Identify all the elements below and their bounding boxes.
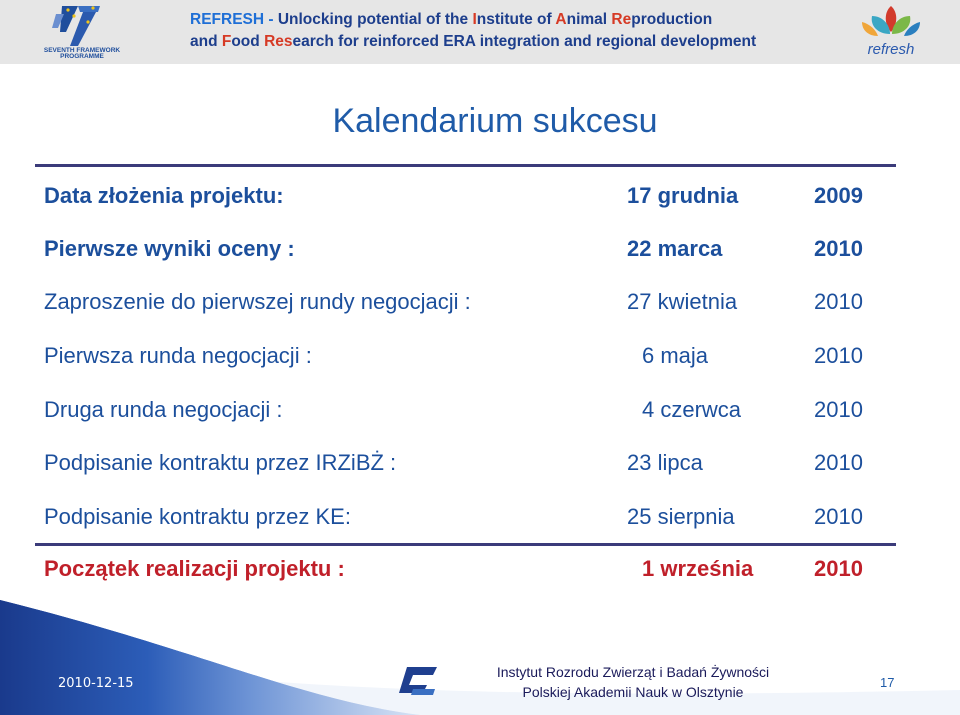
row-year: 2010 xyxy=(814,289,863,314)
page-number: 17 xyxy=(880,675,895,690)
row-year: 2009 xyxy=(814,183,863,208)
row-date: 4 czerwca xyxy=(642,397,742,422)
row-year: 2010 xyxy=(814,450,863,475)
footer-date: 2010-12-15 xyxy=(58,676,134,691)
row-label: Podpisanie kontraktu przez KE: xyxy=(44,504,351,529)
header-line-2: and Food Research for reinforced ERA integration and regional development xyxy=(190,33,757,50)
row-date: 23 lipca xyxy=(627,450,703,475)
row-year: 2010 xyxy=(814,397,863,422)
row-date: 27 kwietnia xyxy=(627,289,738,314)
row-label: Podpisanie kontraktu przez IRZiBŻ : xyxy=(44,450,397,475)
row-label: Pierwsza runda negocjacji : xyxy=(44,343,312,368)
row-year: 2010 xyxy=(814,556,863,581)
header-line-1: REFRESH - Unlocking potential of the Institute of Animal Reproduction xyxy=(190,11,713,28)
institute-logo xyxy=(393,663,441,697)
row-label: Początek realizacji projektu : xyxy=(44,556,345,581)
timeline-row xyxy=(44,450,884,480)
header-bar xyxy=(0,0,960,64)
fp7-logo-text: SEVENTH FRAMEWORK xyxy=(43,47,121,54)
top-divider xyxy=(35,164,896,167)
timeline-row xyxy=(44,343,884,373)
row-year: 2010 xyxy=(814,343,863,368)
row-date: 1 września xyxy=(642,556,754,581)
refresh-logo-text: refresh xyxy=(867,41,915,58)
institute-name xyxy=(463,662,803,702)
row-label: Zaproszenie do pierwszej rundy negocjacji : xyxy=(44,289,471,314)
row-label: Data złożenia projektu: xyxy=(44,183,284,208)
svg-text:PROGRAMME: PROGRAMME xyxy=(60,53,104,58)
timeline-row xyxy=(44,504,884,534)
row-label: Druga runda negocjacji : xyxy=(44,397,283,422)
row-date: 17 grudnia xyxy=(627,183,739,208)
row-year: 2010 xyxy=(814,504,863,529)
row-year: 2010 xyxy=(814,236,863,261)
institute-name-line-2: Polskiej Akademii Nauk w Olsztynie xyxy=(522,684,744,700)
timeline-row xyxy=(44,397,884,427)
timeline-row xyxy=(44,236,884,266)
timeline-row xyxy=(44,183,884,213)
timeline-row-highlight xyxy=(44,556,884,586)
refresh-logo xyxy=(832,2,950,60)
row-date: 25 sierpnia xyxy=(627,504,735,529)
bottom-divider xyxy=(35,543,896,546)
row-date: 6 maja xyxy=(642,343,709,368)
page-title: Kalendarium sukcesu xyxy=(332,102,658,140)
row-date: 22 marca xyxy=(627,236,723,261)
row-label: Pierwsze wyniki oceny : xyxy=(44,236,295,261)
timeline-row xyxy=(44,289,884,319)
header-title xyxy=(190,9,790,53)
institute-name-line-1: Instytut Rozrodu Zwierząt i Badań Żywności xyxy=(496,664,770,680)
fp7-logo xyxy=(38,2,128,58)
